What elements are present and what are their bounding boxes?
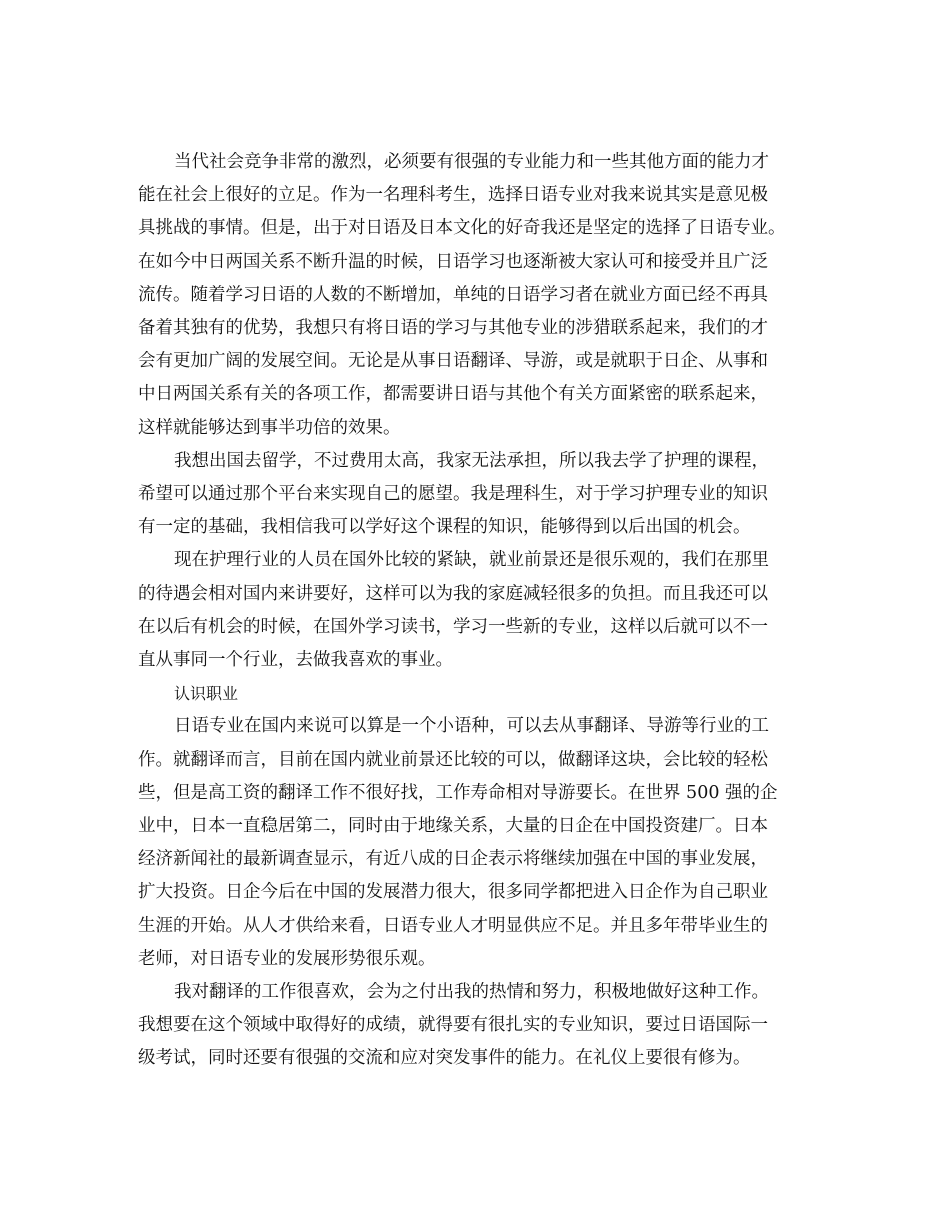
text-line: 希望可以通过那个平台来实现自己的愿望。我是理科生，对于学习护理专业的知识 bbox=[138, 484, 768, 505]
section-heading: 认识职业 bbox=[174, 684, 239, 704]
text-line: 扩大投资。日企今后在中国的发展潜力很大，很多同学都把进入日企作为自己职业 bbox=[138, 882, 768, 903]
text-line: 生涯的开始。从人才供给来看，日语专业人才明显供应不足。并且多年带毕业生的 bbox=[138, 915, 768, 936]
text-line: 现在护理行业的人员在国外比较的紧缺，就业前景还是很乐观的，我们在那里 bbox=[174, 550, 769, 571]
text-line: 经济新闻社的最新调查显示，有近八成的日企表示将继续加强在中国的事业发展， bbox=[138, 849, 768, 870]
text-line: 具挑战的事情。但是，出于对日语及日本文化的好奇我还是坚定的选择了日语专业。 bbox=[138, 218, 786, 239]
text-line: 些，但是高工资的翻译工作不很好找，工作寿命相对导游要长。在世界 500 强的企 bbox=[138, 782, 778, 803]
document-body bbox=[138, 146, 828, 1076]
text-line: 当代社会竞争非常的激烈，必须要有很强的专业能力和一些其他方面的能力才 bbox=[174, 152, 769, 172]
text-line: 在以后有机会的时候，在国外学习读书，学习一些新的专业，这样以后就可以不一 bbox=[138, 616, 768, 637]
text-line: 中日两国关系有关的各项工作，都需要讲日语与其他个有关方面紧密的联系起来， bbox=[138, 384, 768, 405]
text-line: 日语专业在国内来说可以算是一个小语种，可以去从事翻译、导游等行业的工 bbox=[174, 716, 769, 737]
text-line: 我想出国去留学，不过费用太高，我家无法承担，所以我去学了护理的课程， bbox=[174, 450, 769, 471]
paragraph-2 bbox=[138, 445, 828, 545]
text-line: 在如今中日两国关系不断升温的时候，日语学习也逐渐被大家认可和接受并且广泛 bbox=[138, 251, 768, 272]
text-line: 级考试，同时还要有很强的交流和应对突发事件的能力。在礼仪上要很有修为。 bbox=[138, 1048, 751, 1069]
text-line: 作。就翻译而言，目前在国内就业前景还比较的可以，做翻译这块，会比较的轻松 bbox=[138, 749, 768, 770]
text-line: 有一定的基础，我相信我可以学好这个课程的知识，能够得到以后出国的机会。 bbox=[138, 517, 751, 538]
paragraph-3 bbox=[138, 544, 828, 677]
paragraph-4 bbox=[138, 710, 828, 976]
text-line: 备着其独有的优势，我想只有将日语的学习与其他专业的涉猎联系起来，我们的才 bbox=[138, 318, 768, 339]
text-line: 流传。随着学习日语的人数的不断增加，单纯的日语学习者在就业方面已经不再具 bbox=[138, 284, 768, 305]
text-line: 我想要在这个领域中取得好的成绩，就得要有很扎实的专业知识，要过日语国际一 bbox=[138, 1015, 768, 1036]
text-line: 能在社会上很好的立足。作为一名理科考生，选择日语专业对我来说其实是意见极 bbox=[138, 185, 768, 206]
text-line: 我对翻译的工作很喜欢，会为之付出我的热情和努力，积极地做好这种工作。 bbox=[174, 982, 769, 1003]
text-line: 的待遇会相对国内来讲要好，这样可以为我的家庭减轻很多的负担。而且我还可以 bbox=[138, 583, 768, 604]
paragraph-5 bbox=[138, 976, 828, 1076]
text-line: 直从事同一个行业，去做我喜欢的事业。 bbox=[138, 650, 453, 671]
text-line: 这样就能够达到事半功倍的效果。 bbox=[138, 417, 401, 438]
text-line: 老师，对日语专业的发展形势很乐观。 bbox=[138, 948, 436, 969]
text-line: 会有更加广阔的发展空间。无论是从事日语翻译、导游，或是就职于日企、从事和 bbox=[138, 351, 768, 372]
text-line: 业中，日本一直稳居第二，同时由于地缘关系，大量的日企在中国投资建厂。日本 bbox=[138, 816, 768, 837]
paragraph-1 bbox=[138, 146, 828, 445]
